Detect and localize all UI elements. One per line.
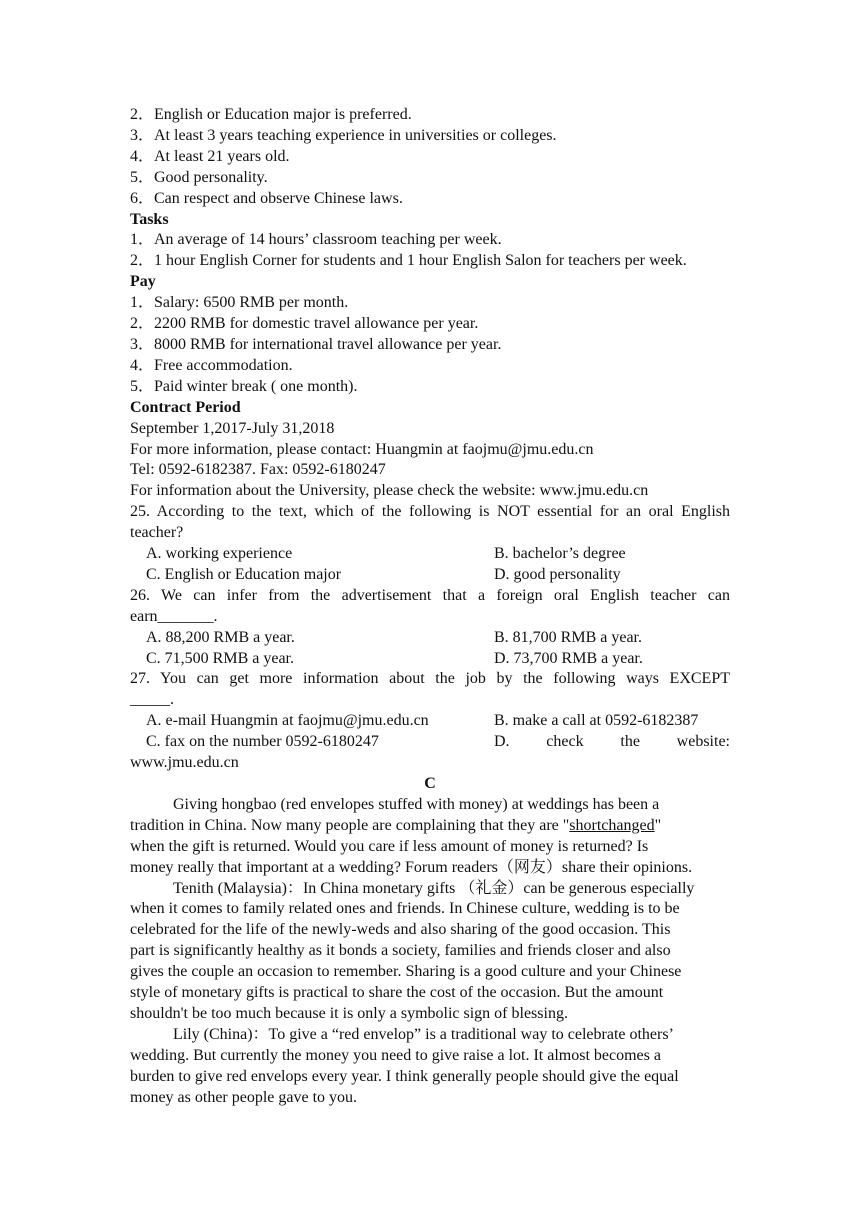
- option-c: C. fax on the number 0592-6180247: [146, 733, 379, 751]
- question-stem: 27. You can get more information about the job by the following ways EXCEPT: [130, 670, 730, 688]
- option-c: C. 71,500 RMB a year.: [146, 649, 294, 667]
- question-27: [130, 669, 730, 774]
- paragraph-line: part is significantly healthy as it bonds a society, families and friends closer and also: [130, 942, 671, 960]
- paragraph-line: Giving hongbao (red envelopes stuffed with money) at weddings has been a: [173, 795, 660, 813]
- question-stem-cont: teacher?: [130, 524, 184, 542]
- option-a: A. 88,200 RMB a year.: [146, 628, 295, 646]
- option-d: D. check the website:: [494, 733, 730, 751]
- option-a: A. working experience: [146, 545, 293, 563]
- university-website: For information about the University, please check the website: www.jmu.edu.cn: [130, 482, 649, 500]
- option-row: [130, 565, 730, 586]
- lily-paragraph: [130, 1025, 730, 1109]
- option-d: D. good personality: [494, 565, 621, 583]
- text-span: ": [654, 816, 662, 834]
- section-c-heading: C: [424, 775, 436, 792]
- paragraph-line: shouldn't be too much because it is only a symbolic sign of blessing.: [130, 1004, 568, 1022]
- task-item: 2．1 hour English Corner for students and 1 hour English Salon for teachers per week.: [130, 252, 687, 270]
- option-row: [130, 628, 730, 649]
- paragraph-line: wedding. But currently the money you need to give raise a lot. It almost becomes a: [130, 1046, 661, 1064]
- paragraph-line: burden to give red envelops every year. I think generally people should give the equal: [130, 1067, 679, 1085]
- question-26: [130, 586, 730, 670]
- pay-item: 5．Paid winter break ( one month).: [130, 377, 358, 395]
- pay-item: 4．Free accommodation.: [130, 356, 293, 374]
- tasks-section: [130, 210, 730, 273]
- paragraph-line: Tenith (Malaysia)：In China monetary gifts （礼金）can be generous especially: [173, 879, 695, 897]
- underlined-word: shortchanged: [569, 816, 655, 834]
- option-c: C. English or Education major: [146, 565, 342, 583]
- pay-section: [130, 272, 730, 397]
- option-row: [130, 544, 730, 565]
- option-a: A. e-mail Huangmin at faojmu@jmu.edu.cn: [146, 712, 429, 730]
- text-span: tradition in China. Now many people are complaining that they are ": [130, 816, 570, 834]
- requirement-item: 3．At least 3 years teaching experience in universities or colleges.: [130, 126, 557, 144]
- section-c: [130, 774, 730, 1109]
- option-d-wrap: www.jmu.edu.cn: [130, 754, 239, 772]
- paragraph-line: celebrated for the life of the newly-weds and also sharing of the good occasion. This: [130, 921, 671, 939]
- paragraph-line: when it comes to family related ones and friends. In Chinese culture, wedding is to be: [130, 900, 680, 918]
- option-b: B. bachelor’s degree: [494, 545, 626, 563]
- contact-phone-fax: Tel: 0592-6182387. Fax: 0592-6180247: [130, 461, 386, 479]
- paragraph-line: Lily (China)：To give a “red envelop” is a traditional way to celebrate others’: [173, 1025, 674, 1043]
- option-b: B. make a call at 0592-6182387: [494, 712, 699, 730]
- paragraph-line: money as other people gave to you.: [130, 1088, 358, 1106]
- paragraph-line: when the gift is returned. Would you care if less amount of money is returned? Is: [130, 837, 649, 855]
- question-stem: 25. According to the text, which of the following is NOT essential for an oral English: [130, 503, 730, 521]
- question-25: [130, 502, 730, 586]
- paragraph-line: money really that important at a wedding? Forum readers（网友）share their opinions.: [130, 858, 693, 876]
- contract-section: [130, 398, 730, 503]
- question-stem-cont: _____.: [130, 691, 174, 709]
- requirement-item: 5．Good personality.: [130, 168, 268, 186]
- contract-heading: Contract Period: [130, 398, 241, 416]
- pay-heading: Pay: [130, 273, 156, 291]
- tasks-heading: Tasks: [130, 210, 169, 228]
- option-row: [130, 711, 730, 732]
- task-item: 1．An average of 14 hours’ classroom teaching per week.: [130, 231, 502, 249]
- paragraph-line: gives the couple an occasion to remember. Sharing is a good culture and your Chinese: [130, 963, 682, 981]
- intro-paragraph: [130, 795, 730, 879]
- paragraph-line: [130, 816, 730, 837]
- pay-item: 1．Salary: 6500 RMB per month.: [130, 294, 349, 312]
- requirements-list: [130, 105, 730, 210]
- requirement-item: 4．At least 21 years old.: [130, 147, 290, 165]
- question-stem-cont: earn_______.: [130, 607, 218, 625]
- option-d: D. 73,700 RMB a year.: [494, 649, 643, 667]
- requirement-item: 2．English or Education major is preferred.: [130, 106, 412, 123]
- contact-email: For more information, please contact: Huangmin at faojmu@jmu.edu.cn: [130, 440, 594, 458]
- tenith-paragraph: [130, 879, 730, 1025]
- contract-dates: September 1,2017-July 31,2018: [130, 419, 335, 437]
- pay-item: 2．2200 RMB for domestic travel allowance per year.: [130, 315, 479, 333]
- option-row: [130, 649, 730, 670]
- pay-item: 3．8000 RMB for international travel allowance per year.: [130, 335, 502, 353]
- requirement-item: 6．Can respect and observe Chinese laws.: [130, 189, 403, 207]
- question-stem: 26. We can infer from the advertisement that a foreign oral English teacher can: [130, 586, 730, 604]
- option-b: B. 81,700 RMB a year.: [494, 628, 642, 646]
- document-page: [130, 105, 730, 1109]
- paragraph-line: style of monetary gifts is practical to share the cost of the occasion. But the amount: [130, 984, 664, 1002]
- option-row: [130, 732, 730, 753]
